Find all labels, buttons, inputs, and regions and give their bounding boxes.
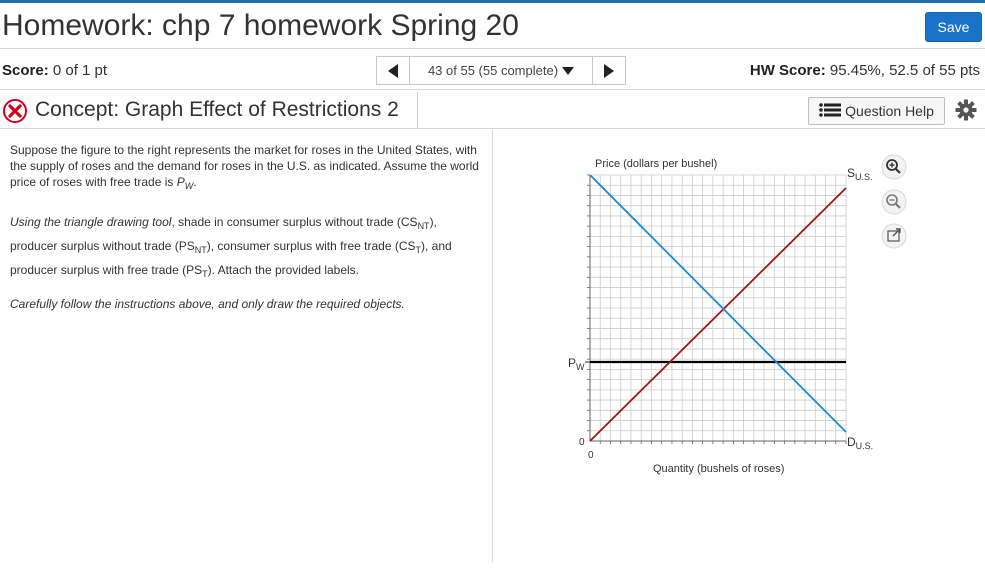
q1-text: Suppose the figure to the right represents the market for roses in the United States, with the supply of roses and the demand for roses in the U.S. as indicated. Assume the world price of roses with free trade is (10, 143, 479, 189)
gear-icon[interactable] (955, 99, 977, 121)
hw-score-value: 95.45%, 52.5 of 55 pts (829, 62, 980, 79)
y-axis-label: Price (dollars per bushel) (595, 158, 718, 170)
triangle-right-icon (604, 64, 614, 78)
concept-bar (0, 92, 985, 129)
save-button[interactable]: Save (925, 12, 982, 42)
q2-b: ), producer surplus without trade (PS (10, 215, 437, 253)
pw-axis-label (568, 356, 585, 372)
supply-letter: S (847, 166, 856, 180)
demand-sub: U.S. (855, 441, 874, 451)
market-graph[interactable] (494, 130, 985, 574)
hw-score-label: HW Score: (749, 62, 826, 79)
demand-letter: D (847, 435, 856, 449)
previous-question-button[interactable] (376, 56, 410, 85)
question-paragraph-3: Carefully follow the instructions above, and only draw the required objects. (10, 297, 405, 311)
supply-sub: U.S. (855, 172, 873, 182)
concept-title: Concept: Graph Effect of Restrictions 2 (35, 98, 399, 121)
score-label: Score: (2, 62, 49, 79)
concept-box (0, 92, 418, 129)
homework-title: Homework: chp 7 homework Spring 20 (2, 9, 519, 42)
q1-end: . (193, 175, 197, 189)
question-position-label: 43 of 55 (55 complete) (427, 63, 559, 78)
score-bar (0, 50, 985, 90)
zoom-out-icon[interactable] (882, 190, 906, 214)
origin-y-label: 0 (579, 437, 585, 448)
header (0, 3, 985, 49)
triangle-left-icon (388, 64, 398, 78)
zoom-in-icon[interactable] (882, 155, 906, 179)
popout-icon[interactable] (882, 224, 906, 248)
supply-label (847, 166, 873, 182)
question-help-label: Question Help (845, 103, 934, 119)
pw-sub: W (184, 181, 194, 191)
score (2, 62, 107, 79)
q2-d: ), and producer surplus with free trade (PS (10, 239, 452, 277)
pw-symbol (176, 175, 197, 191)
score-value: 0 of 1 pt (52, 62, 108, 79)
incorrect-x-icon (3, 99, 27, 123)
question-paragraph-2 (10, 212, 486, 284)
axis-ticks (587, 175, 846, 444)
q2-t1: T (415, 245, 422, 255)
pw-letter: P (176, 175, 185, 189)
question-help-button[interactable] (808, 97, 945, 125)
q2-a: , shade in consumer surplus without trade (CS (171, 215, 418, 229)
x-axis-label: Quantity (bushels of roses) (653, 463, 785, 475)
q2-nt1: NT (417, 221, 430, 231)
graph-grid (590, 175, 846, 441)
pw-axis-letter: P (568, 356, 577, 370)
hw-score (750, 62, 980, 79)
question-paragraph-1 (10, 142, 486, 194)
question-select-dropdown[interactable] (410, 56, 592, 85)
list-icon (819, 103, 841, 120)
q2-nt2: NT (194, 245, 207, 255)
q2-c: ), consumer surplus with free trade (CS (206, 239, 416, 253)
question-navigator (376, 56, 626, 85)
next-question-button[interactable] (592, 56, 626, 85)
origin-x-label: 0 (588, 450, 594, 461)
demand-curve (590, 175, 846, 432)
pw-axis-sub: W (576, 362, 585, 372)
demand-label (847, 435, 873, 451)
panel-divider (492, 130, 493, 562)
q2-t2: T (202, 269, 208, 279)
graph-panel (494, 130, 985, 574)
caret-down-icon (562, 67, 574, 75)
q2-e: ). Attach the provided labels. (207, 263, 360, 277)
q2-italic: Using the triangle drawing tool (10, 215, 172, 229)
question-text (10, 142, 486, 312)
